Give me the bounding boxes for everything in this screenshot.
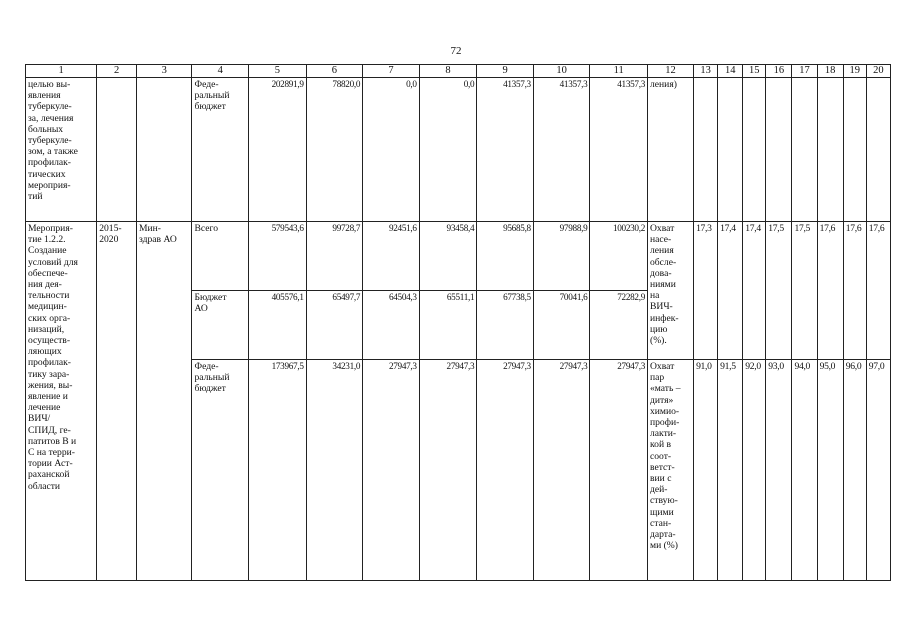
- col-header: 13: [694, 65, 718, 78]
- col-header: 17: [792, 65, 817, 78]
- indicator-value-cell: 17,5: [766, 222, 792, 360]
- value-cell: 70041,6: [533, 291, 590, 360]
- executor-cell: Мин- здрав АО: [136, 222, 192, 581]
- indicator-value-cell: [866, 78, 890, 222]
- executor-cell: [136, 78, 192, 222]
- col-header: 14: [718, 65, 743, 78]
- indicator-cell: Охват пар «мать – дитя» химио- профи- лакти- кой в соот- ветст- вии с дей- ствую- щими стан- дарта- ми (%): [648, 360, 694, 581]
- col-header: 18: [817, 65, 843, 78]
- table-row: [26, 78, 891, 222]
- table-row: [26, 222, 891, 291]
- indicator-value-cell: [843, 78, 866, 222]
- value-cell: 34231,0: [306, 360, 363, 581]
- value-cell: 99728,7: [306, 222, 363, 291]
- indicator-value-cell: 17,4: [743, 222, 766, 360]
- col-header: 16: [766, 65, 792, 78]
- value-cell: 27947,3: [363, 360, 420, 581]
- col-header: 10: [533, 65, 590, 78]
- indicator-value-cell: 91,5: [718, 360, 743, 581]
- indicator-value-cell: 17,5: [792, 222, 817, 360]
- value-cell: 97988,9: [533, 222, 590, 291]
- value-cell: 0,0: [363, 78, 420, 222]
- indicator-value-cell: 17,6: [817, 222, 843, 360]
- value-cell: 27947,3: [477, 360, 534, 581]
- value-cell: 579543,6: [249, 222, 307, 291]
- value-cell: 41357,3: [477, 78, 534, 222]
- indicator-value-cell: 17,4: [718, 222, 743, 360]
- col-header: 12: [648, 65, 694, 78]
- column-number-row: [26, 65, 891, 78]
- funding-source-cell: Всего: [192, 222, 249, 291]
- period-cell: 2015- 2020: [97, 222, 137, 581]
- value-cell: 41357,3: [533, 78, 590, 222]
- col-header: 3: [136, 65, 192, 78]
- indicator-value-cell: [817, 78, 843, 222]
- indicator-value-cell: 92,0: [743, 360, 766, 581]
- value-cell: 64504,3: [363, 291, 420, 360]
- indicator-value-cell: [718, 78, 743, 222]
- value-cell: 100230,2: [590, 222, 648, 291]
- indicator-value-cell: 94,0: [792, 360, 817, 581]
- value-cell: 92451,6: [363, 222, 420, 291]
- value-cell: 405576,1: [249, 291, 307, 360]
- indicator-value-cell: 17,6: [866, 222, 890, 360]
- funding-source-cell: Бюджет АО: [192, 291, 249, 360]
- program-events-table: [25, 64, 891, 581]
- value-cell: 65497,7: [306, 291, 363, 360]
- value-cell: 72282,9: [590, 291, 648, 360]
- col-header: 15: [743, 65, 766, 78]
- page-number: 72: [450, 45, 462, 57]
- col-header: 6: [306, 65, 363, 78]
- indicator-cell: Охват насе- ления обсле- дова- ниями на ВИЧ- инфек- цию (%).: [648, 222, 694, 360]
- col-header: 2: [97, 65, 137, 78]
- value-cell: 78820,0: [306, 78, 363, 222]
- indicator-value-cell: [743, 78, 766, 222]
- indicator-value-cell: 95,0: [817, 360, 843, 581]
- indicator-value-cell: 96,0: [843, 360, 866, 581]
- col-header: 5: [249, 65, 307, 78]
- indicator-cell: ления): [648, 78, 694, 222]
- col-header: 8: [419, 65, 477, 78]
- col-header: 20: [866, 65, 890, 78]
- indicator-value-cell: 97,0: [866, 360, 890, 581]
- indicator-value-cell: 17,6: [843, 222, 866, 360]
- col-header: 4: [192, 65, 249, 78]
- value-cell: 173967,5: [249, 360, 307, 581]
- value-cell: 95685,8: [477, 222, 534, 291]
- indicator-value-cell: 93,0: [766, 360, 792, 581]
- value-cell: 0,0: [419, 78, 477, 222]
- funding-source-cell: Феде- ральный бюджет: [192, 78, 249, 222]
- period-cell: [97, 78, 137, 222]
- value-cell: 27947,3: [590, 360, 648, 581]
- col-header: 7: [363, 65, 420, 78]
- indicator-value-cell: [792, 78, 817, 222]
- value-cell: 27947,3: [533, 360, 590, 581]
- indicator-value-cell: 91,0: [694, 360, 718, 581]
- value-cell: 65511,1: [419, 291, 477, 360]
- value-cell: 41357,3: [590, 78, 648, 222]
- value-cell: 202891,9: [249, 78, 307, 222]
- value-cell: 67738,5: [477, 291, 534, 360]
- funding-source-cell: Феде- ральный бюджет: [192, 360, 249, 581]
- col-header: 1: [26, 65, 97, 78]
- value-cell: 27947,3: [419, 360, 477, 581]
- indicator-value-cell: [766, 78, 792, 222]
- indicator-value-cell: [694, 78, 718, 222]
- col-header: 11: [590, 65, 648, 78]
- col-header: 9: [477, 65, 534, 78]
- indicator-value-cell: 17,3: [694, 222, 718, 360]
- event-name-cell: Мероприя- тие 1.2.2. Создание условий для обеспече- ния дея- тельности медицин- ских орга- низаций, осуществ- ляющих профилак- тику зара- жения, вы- явление и лечение ВИЧ/ СПИД, ге- патитов В и С на терри- тории Аст- раханской области: [26, 222, 97, 581]
- value-cell: 93458,4: [419, 222, 477, 291]
- col-header: 19: [843, 65, 866, 78]
- event-name-cell: целью вы- явления туберкуле- за, лечения больных туберкуле- зом, а также профилак- тических мероприя- тий: [26, 78, 97, 222]
